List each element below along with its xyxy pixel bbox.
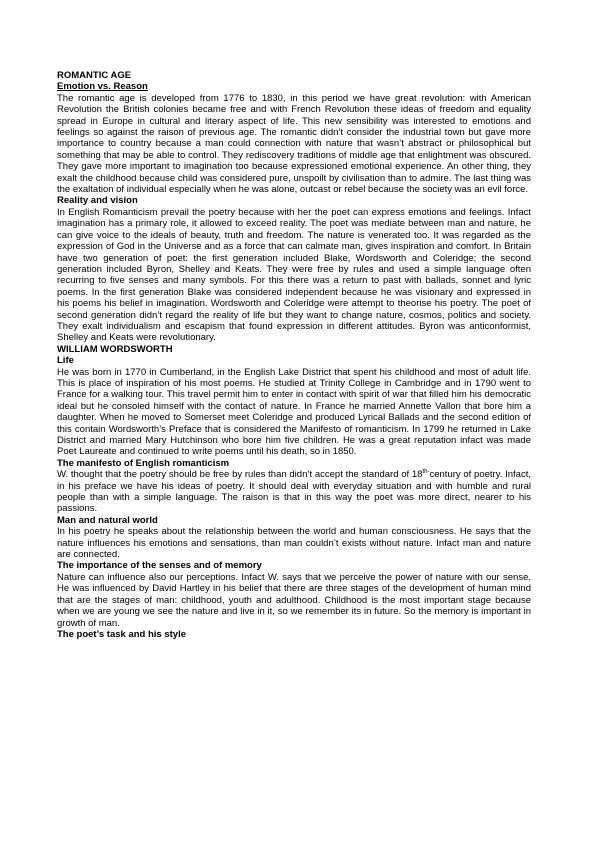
section-heading-poet-task: The poet’s task and his style (57, 628, 186, 640)
section-heading-emotion: Emotion vs. Reason (57, 81, 148, 93)
paragraph-emotion: The romantic age is developed from 1776 to 1830, in this period we have great revolution: with American Revolution the British colonies became free and with French Revolution these ideas of freedom and equality spread in Europe in cultural and literary aspect of life. This new sensibility was interested to emotions and feelings so against the raison of previous age. The romantic didn’t consider the industrial town but gave more importance to country because a man could connection with nature that wasn’t abstract or philosophical but something that may be able to control. They rediscovery traditions of middle age that enlightment was obscured. They gave more important to imagination too because expressioned emotional experience. An other thing, they exalt the childhood because child was considered pure, unspoilt by civilisation than to admire. The last thing was the exaltation of individual especially when he was alone, outcast or rebel because the society was an evil force. (57, 92, 531, 196)
paragraph-life: He was born in 1770 in Cumberland, in the English Lake District that spent his childhood and most of adult life. This is place of inspiration of his most poems. He studied at Trinity College in Cambridge and in 1790 went to France for a walking tour. This travel permit him to enter in contact with spirit of war that filled him his democratic ideal but he consoled himself with the contact of nature. In France he married Annette Vallon that bore him a daughter. When he moved to Somerset meet Coleridge and produced Lyrical Ballads and the second edition of this contain Wordsworth’s Preface that is considered the Manifesto of romanticism. In 1799 he returned in Lake District and married Mary Hutchinson who bore him five children. He was a great reputation infact was made Poet Laureate and continued to write poems until his death, so in 1850. (57, 366, 531, 458)
paragraph-reality: In English Romanticism prevail the poetry because with her the poet can express emotions and feelings. Infact imagination has a primary role, it allowed to exceed reality. The poet was mediate between man and nature, he can give voice to the ideals of beauty, truth and freedom. The nature is venerated too. It was regarded as the expression of God in the Universe and as a force that can calmate man, gives inspiration and comfort. In Britain have two generation of poet: the first generation included Blake, Wordsworth and Coleridge; the second generation included Byron, Shelley and Keats. They were free by rules and used a simple language often recurring to five senses and many symbols. For this there was a return to past with ballads, sonnet and lyric poems. In the first generation Blake was considered independent because he was visionary and expressed in his poems his belief in imagination. Wordsworth and Coleridge were attempt to theorise his poetry. The poet of second generation didn’t regard the reality of life but they want to change nature, cosmos, politics and society. They exalt individualism and escapism that found expression in different attitudes. Byron was anticonformist, Shelley and Keats were revolutionary. (57, 206, 531, 344)
section-heading-wordsworth: WILLIAM WORDSWORTH (57, 343, 173, 355)
manifesto-text-end: century of poetry. Infact, in his preface we have his ideas of poetry. It should deal with everyday situation and with humble and rural people than with a simple language. The raison is that in this way the poet was more direct, nearer to his passions. (57, 469, 531, 515)
manifesto-superscript: th- (422, 469, 430, 476)
section-heading-man-nature: Man and natural world (57, 514, 158, 526)
document-title: ROMANTIC AGE (57, 70, 132, 81)
paragraph-senses: Nature can influence also our perceptions. Infact W. says that we perceive the power of nature with our sense. He was influenced by David Hartley in his belief that there are three stages of the development of human mind that are the stages of man: childhood, youth and adulthood. Childhood is the most important stage because when we are young we see the nature and live in it, so we remember its in future. So the memory is important in growth of man. (57, 571, 531, 629)
document-body (57, 70, 531, 640)
manifesto-text-start: W. thought that the poetry should be free by rules than didn’t accept the standard of 18 (57, 469, 423, 481)
paragraph-man-nature: In his poetry he speaks about the relationship between the world and human consciousness. He says that the nature influences his emotions and sensations, than man couldn’t exists without nature. Infact man and nature are connected. (57, 526, 531, 561)
section-heading-reality: Reality and vision (57, 195, 138, 207)
section-heading-manifesto: The manifesto of English romanticism (57, 457, 230, 469)
section-heading-senses: The importance of the senses and of memory (57, 560, 262, 572)
section-heading-life: Life (57, 355, 74, 367)
paragraph-manifesto (57, 469, 531, 515)
